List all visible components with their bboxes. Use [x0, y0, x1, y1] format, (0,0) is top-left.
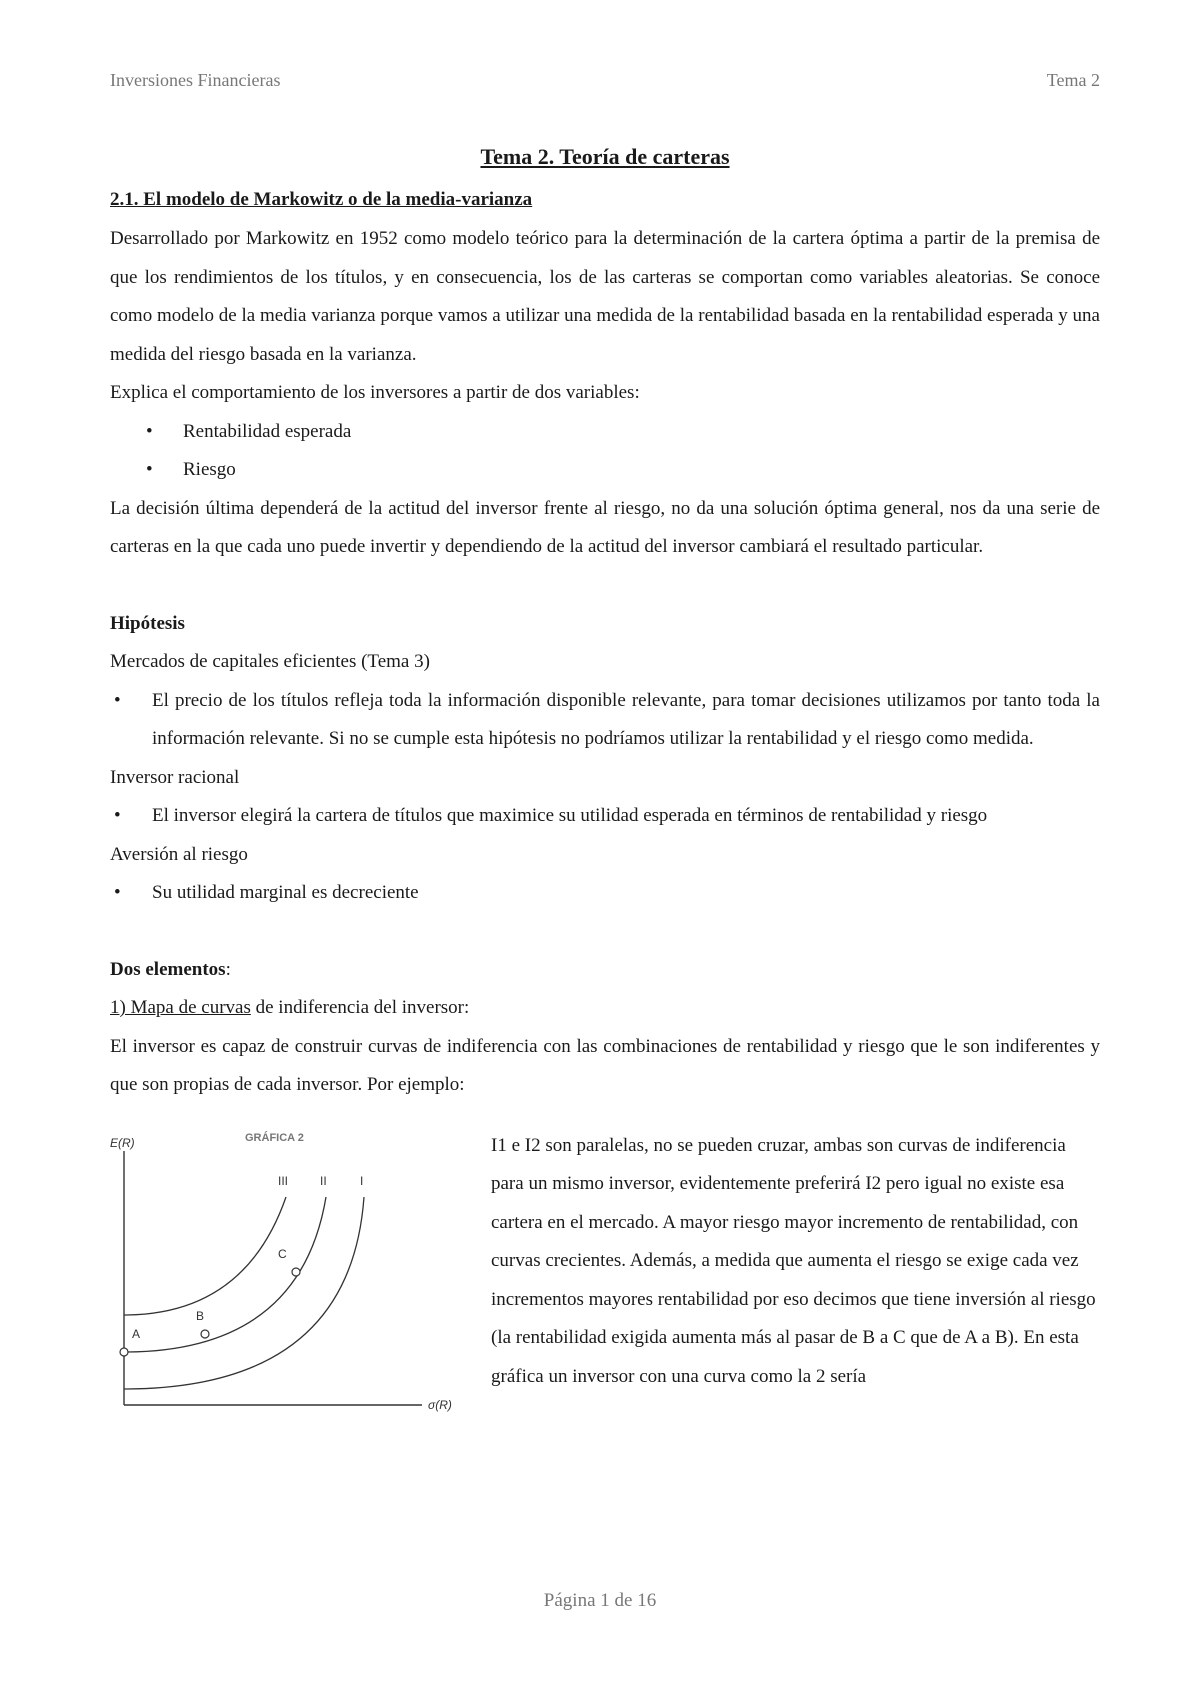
hypothesis-3-title: Aversión al riesgo	[110, 843, 248, 865]
element-1-rest: de indiferencia del inversor:	[250, 997, 470, 1018]
figure-top-label: GRÁFICA 2	[245, 1131, 304, 1144]
point-label-a: A	[132, 1326, 141, 1341]
point-label-c: C	[278, 1246, 287, 1261]
x-axis-label: σ(R)	[428, 1397, 452, 1412]
list-item: • Riesgo	[110, 451, 1100, 490]
list-item: • El precio de los títulos refleja toda la información disponible relevante, para tomar decisiones utilizamos por tanto toda la información relevante. Si no se cumple esta hipótesis no podríamos utilizar la rentabilidad y el riesgo como medida.	[110, 682, 1100, 759]
explains-paragraph: Explica el comportamiento de los inversores a partir de dos variables:	[110, 382, 640, 403]
running-header-left: Inversiones Financieras	[110, 70, 281, 90]
point-a	[120, 1348, 128, 1356]
hypothesis-3-list	[110, 874, 1100, 913]
hypothesis-heading: Hipótesis	[110, 612, 185, 634]
point-b	[201, 1330, 209, 1338]
hypothesis-2-list	[110, 797, 1100, 836]
figure-row	[110, 1127, 1100, 1447]
curve-iii	[124, 1197, 286, 1315]
intro-paragraph: Desarrollado por Markowitz en 1952 como modelo teórico para la determinación de la cartera óptima a partir de la premisa de que los rendimientos de los títulos, y en consecuencia, los de las carteras se comportan como variables aleatorias. Se conoce como modelo de la media varianza porque vamos a utilizar una medida de la rentabilidad basada en la rentabilidad esperada y una medida del riesgo basada en la varianza.	[110, 228, 1100, 365]
elements-colon: :	[225, 958, 231, 980]
variables-list	[110, 413, 1100, 490]
hypothesis-2-title: Inversor racional	[110, 766, 240, 788]
elements-heading-line	[110, 951, 1100, 990]
document-title: Tema 2. Teoría de carteras	[480, 144, 730, 169]
decision-paragraph: La decisión última dependerá de la actitud del inversor frente al riesgo, no da una solución óptima general, nos da una serie de carteras en la que cada uno puede invertir y dependiendo de la actitud del inversor cambiará el resultado particular.	[110, 497, 1100, 557]
section-heading: 2.1. El modelo de Markowitz o de la media-varianza	[110, 189, 533, 210]
indifference-curves-figure	[110, 1127, 480, 1427]
curve-label-iii: III	[278, 1173, 289, 1188]
curve-label-i: I	[360, 1173, 364, 1188]
page-number: Página 1 de 16	[543, 1590, 657, 1611]
curve-i	[124, 1197, 364, 1389]
list-item: • Rentabilidad esperada	[110, 413, 1100, 452]
figure-explanation-text: I1 e I2 son paralelas, no se pueden cruzar, ambas son curvas de indiferencia para un mismo inversor, evidentemente preferirá I2 pero igual no existe esa cartera en el mercado. A mayor riesgo mayor incremento de rentabilidad, con curvas crecientes. Además, a medida que aumenta el riesgo se exige cada vez incrementos mayores rentabilidad por eso decimos que tiene inversión al riesgo (la rentabilidad exigida aumenta más al pasar de B a C que de A a B). En esta gráfica un inversor con una curva como la 2 sería	[491, 1134, 1096, 1387]
list-item: • El inversor elegirá la cartera de títulos que maximice su utilidad esperada en términos de rentabilidad y riesgo	[110, 797, 1100, 836]
curve-label-ii: II	[320, 1173, 327, 1188]
page-content	[110, 142, 1100, 1447]
element-1-line	[110, 989, 1100, 1028]
point-label-b: B	[196, 1308, 205, 1323]
element-1-paragraph: El inversor es capaz de construir curvas de indiferencia con las combinaciones de rentabilidad y riesgo que le son indiferentes y que son propias de cada inversor. Por ejemplo:	[110, 1035, 1100, 1095]
elements-heading: Dos elementos	[110, 958, 226, 980]
figure-explanation	[491, 1127, 1101, 1397]
hypothesis-1-title: Mercados de capitales eficientes (Tema 3)	[110, 651, 430, 672]
hypothesis-1-list	[110, 682, 1100, 759]
y-axis-label: E(R)	[110, 1135, 135, 1150]
element-1-underlined: 1) Mapa de curvas	[110, 997, 251, 1018]
point-c	[292, 1268, 300, 1276]
list-item: • Su utilidad marginal es decreciente	[110, 874, 1100, 913]
running-header-right: Tema 2	[1046, 70, 1100, 90]
